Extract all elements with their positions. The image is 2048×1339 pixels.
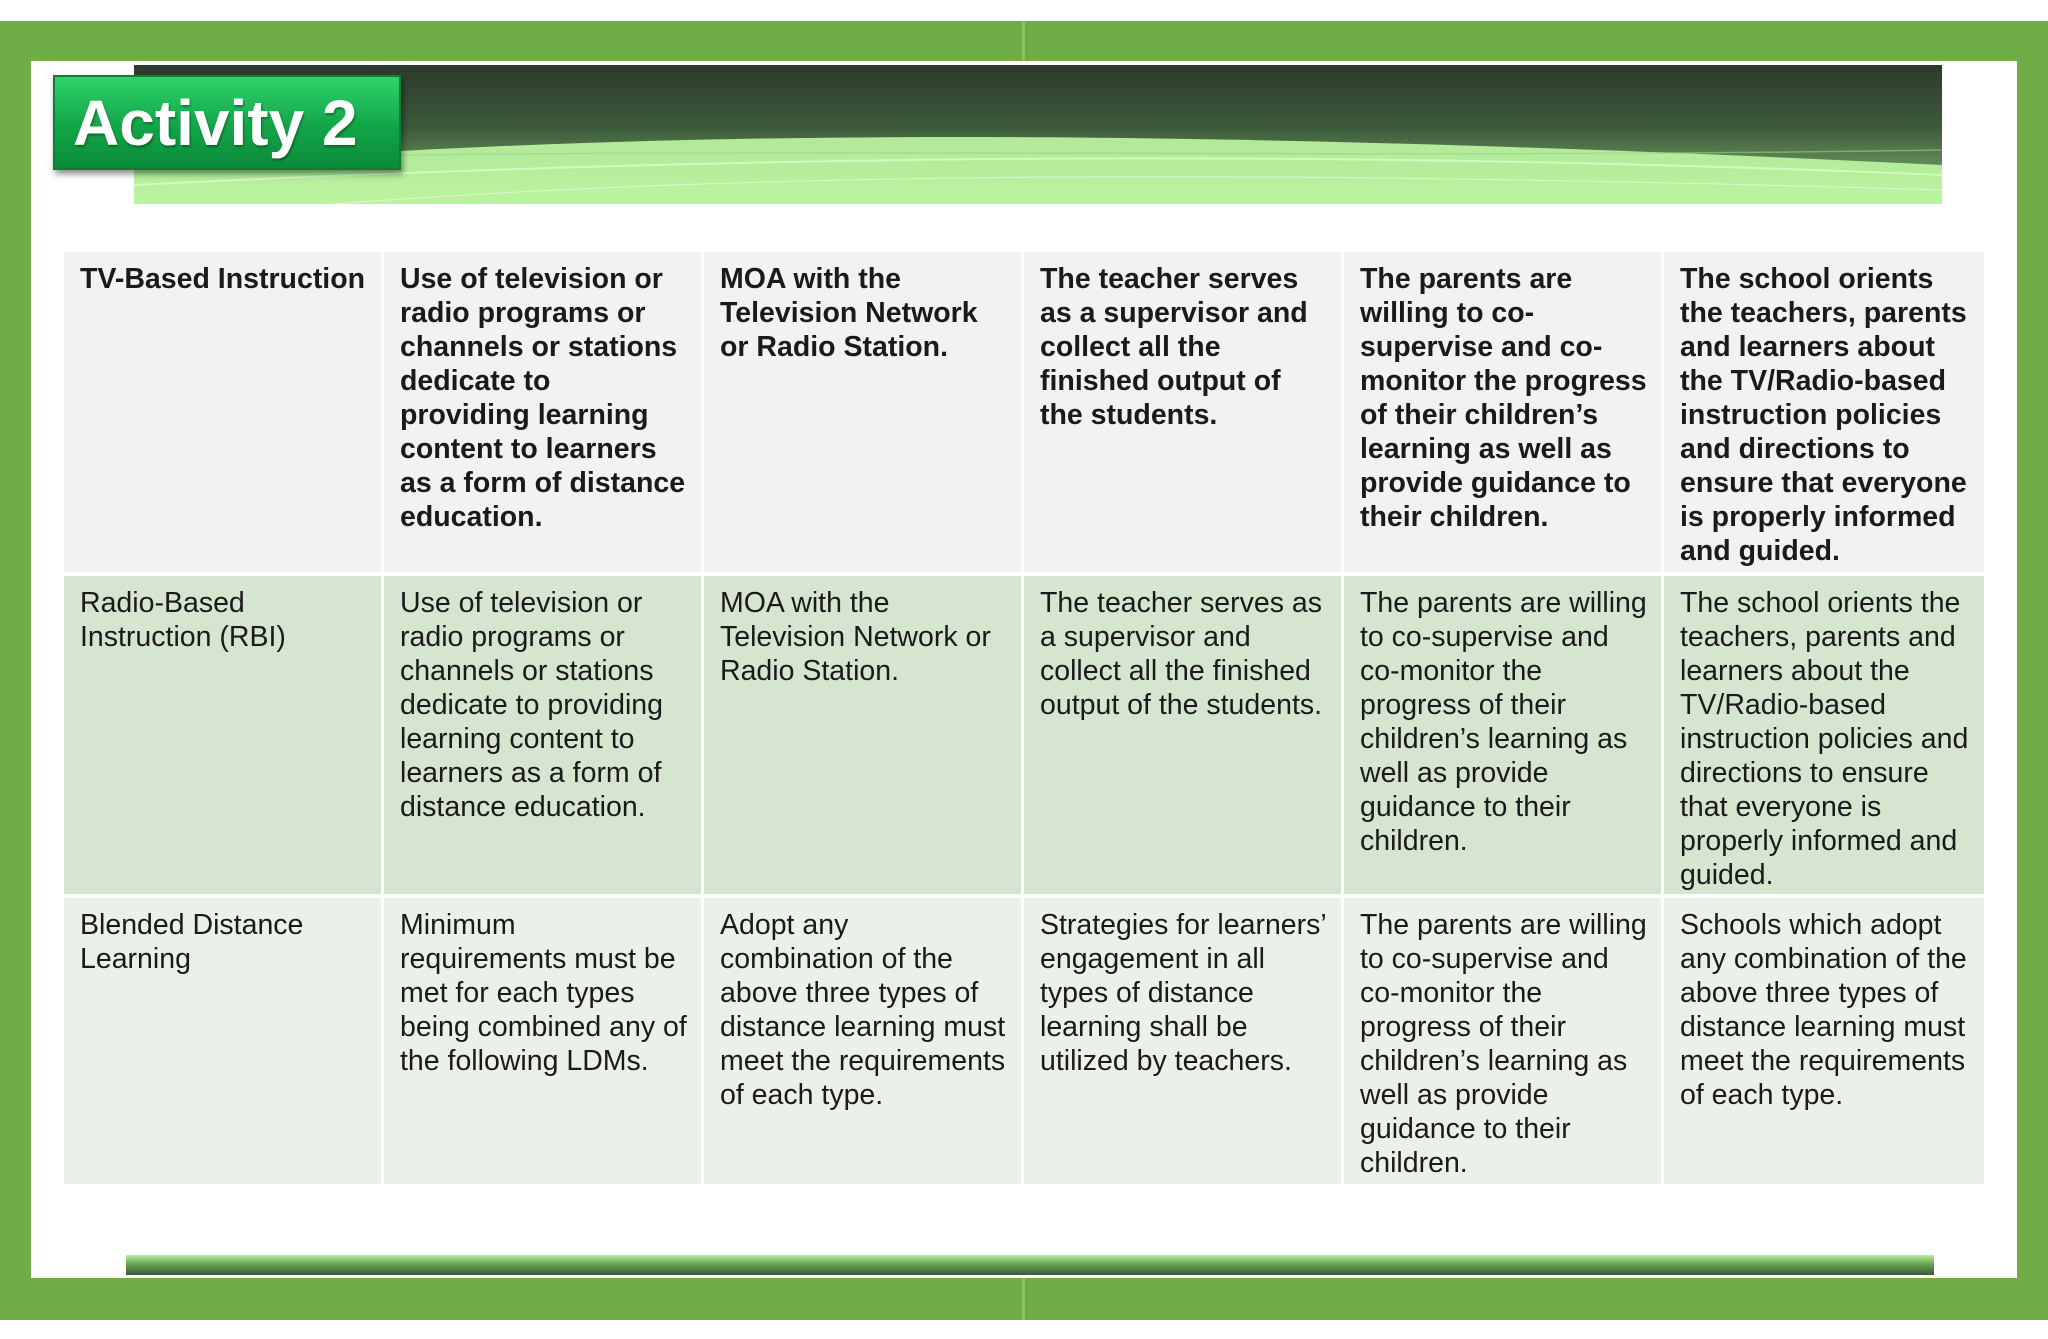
slide-title: Activity 2 (73, 86, 358, 159)
table-cell: MOA with the Television Network or Radio Station. (704, 252, 1024, 576)
table-cell: TV-Based Instruction (64, 252, 384, 576)
table-cell: The parents are willing to co-supervise and co-monitor the progress of their children’s learning as well as provide guidance to their children. (1344, 252, 1664, 576)
header-banner (134, 65, 1942, 204)
table-cell: Strategies for learners’ engagement in all types of distance learning shall be utilized by teachers. (1024, 898, 1344, 1188)
table-cell: Minimum requirements must be met for each types being combined any of the following LDMs. (384, 898, 704, 1188)
title-box (53, 75, 401, 170)
comparison-table (64, 252, 1984, 1188)
table-cell: The school orients the teachers, parents and learners about the TV/Radio-based instruction policies and directions to ensure that everyone is properly informed and guided. (1664, 576, 1984, 898)
table-cell: Schools which adopt any combination of the above three types of distance learning must meet the requirements of each type. (1664, 898, 1984, 1188)
footer-bar (126, 1255, 1934, 1275)
table-cell: Blended Distance Learning (64, 898, 384, 1188)
table-cell: MOA with the Television Network or Radio Station. (704, 576, 1024, 898)
banner-wave-graphic (134, 65, 1942, 204)
table-cell: Use of television or radio programs or channels or stations dedicate to providing learning content to learners as a form of distance education. (384, 252, 704, 576)
table-cell: Adopt any combination of the above three types of distance learning must meet the requirements of each type. (704, 898, 1024, 1188)
table-cell: Use of television or radio programs or channels or stations dedicate to providing learning content to learners as a form of distance education. (384, 576, 704, 898)
frame-seam (1022, 1278, 1025, 1320)
frame-seam (1022, 21, 1025, 61)
table-cell: The teacher serves as a supervisor and collect all the finished output of the students. (1024, 576, 1344, 898)
table-cell: Radio-Based Instruction (RBI) (64, 576, 384, 898)
table-cell: The parents are willing to co-supervise and co-monitor the progress of their children’s learning as well as provide guidance to their children. (1344, 576, 1664, 898)
table-cell: The school orients the teachers, parents and learners about the TV/Radio-based instruction policies and directions to ensure that everyone is properly informed and guided. (1664, 252, 1984, 576)
table-cell: The parents are willing to co-supervise and co-monitor the progress of their children’s learning as well as provide guidance to their children. (1344, 898, 1664, 1188)
table-cell: The teacher serves as a supervisor and collect all the finished output of the students. (1024, 252, 1344, 576)
